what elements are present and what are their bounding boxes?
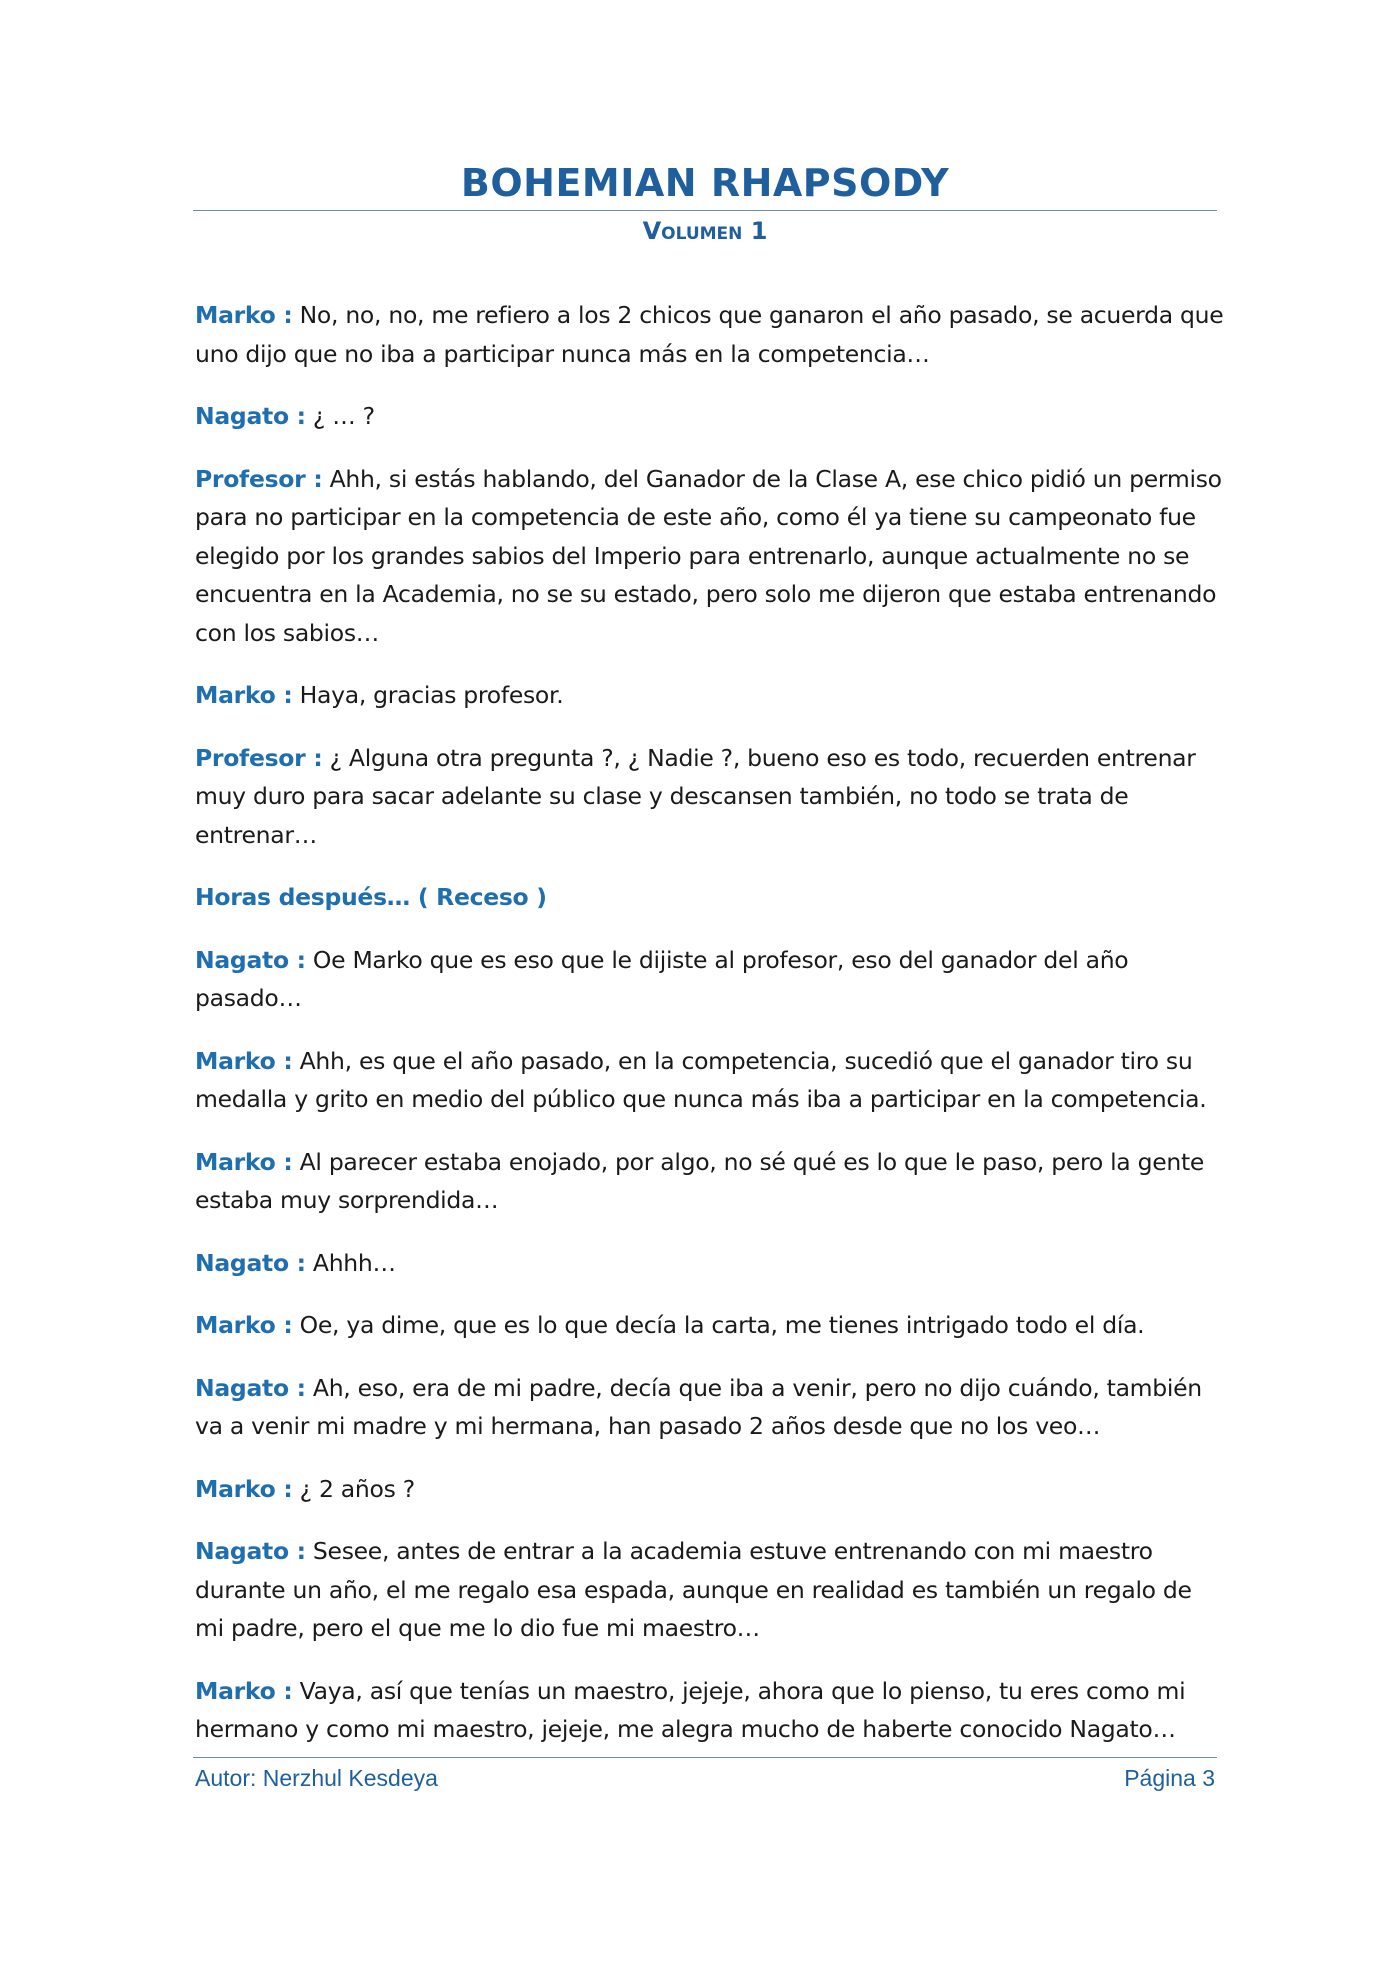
dialogue-line xyxy=(195,397,1225,436)
dialogue-text: Haya, gracias profesor. xyxy=(292,681,564,709)
page-number: Página 3 xyxy=(1124,1765,1215,1791)
speaker-name: Marko : xyxy=(195,681,293,709)
dialogue-line xyxy=(195,941,1225,1018)
dialogue-text: Ahh, es que el año pasado, en la competencia, sucedió que el ganador tiro su medalla y grito en medio del público que nunca más iba a participar en la competencia. xyxy=(195,1046,1207,1113)
header-divider xyxy=(193,210,1217,211)
dialogue-text: ¿ … ? xyxy=(305,402,375,430)
speaker-name: Nagato : xyxy=(195,1248,306,1277)
document-subtitle: Volumen 1 xyxy=(642,217,768,245)
dialogue-line xyxy=(195,1672,1225,1749)
dialogue-text: Oe Marko que es eso que le dijiste al profesor, eso del ganador del año pasado… xyxy=(195,945,1129,1012)
dialogue-line xyxy=(195,1470,1225,1509)
speaker-name: Profesor : xyxy=(195,743,323,772)
dialogue-line xyxy=(195,1306,1225,1345)
page-footer xyxy=(195,1762,1215,1794)
page-header xyxy=(193,160,1217,245)
scene-break xyxy=(195,878,1225,917)
dialogue-text: Vaya, así que tenías un maestro, jejeje, ahora que lo pienso, tu eres como mi hermano y como mi maestro, jejeje, me alegra mucho de haberte conocido Nagato… xyxy=(195,1676,1186,1743)
dialogue-line xyxy=(195,739,1225,855)
dialogue-line xyxy=(195,676,1225,715)
dialogue-line xyxy=(195,1244,1225,1283)
speaker-name: Nagato : xyxy=(195,945,306,974)
dialogue-text: ¿ Alguna otra pregunta ?, ¿ Nadie ?, bueno eso es todo, recuerden entrenar muy duro para sacar adelante su clase y descansen también, no todo se trata de entrenar… xyxy=(195,743,1196,849)
dialogue-line xyxy=(195,1042,1225,1119)
footer-author: Autor: Nerzhul Kesdeya xyxy=(195,1765,438,1791)
speaker-name: Marko : xyxy=(195,1474,293,1503)
speaker-name: Nagato : xyxy=(195,402,306,430)
speaker-name: Marko : xyxy=(195,1046,293,1075)
dialogue-text: Oe, ya dime, que es lo que decía la carta, me tienes intrigado todo el día. xyxy=(292,1311,1145,1339)
dialogue-text: ¿ 2 años ? xyxy=(292,1474,415,1503)
speaker-name: Marko : xyxy=(195,301,293,329)
speaker-name: Profesor : xyxy=(195,464,323,493)
speaker-name: Marko : xyxy=(195,1311,293,1339)
dialogue-text: No, no, no, me refiero a los 2 chicos que ganaron el año pasado, se acuerda que uno dijo que no iba a participar nunca más en la competencia… xyxy=(195,301,1224,368)
dialogue-line xyxy=(195,460,1225,653)
speaker-name: Marko : xyxy=(195,1676,293,1705)
speaker-name: Nagato : xyxy=(195,1373,306,1402)
dialogue-line xyxy=(195,1143,1225,1220)
dialogue-text: Ahhh… xyxy=(305,1248,396,1277)
dialogue-line xyxy=(195,296,1225,373)
speaker-name: Nagato : xyxy=(195,1537,306,1565)
scene-heading: Horas después… ( Receso ) xyxy=(195,883,547,911)
dialogue-body xyxy=(195,296,1225,1773)
dialogue-text: Al parecer estaba enojado, por algo, no sé qué es lo que le paso, pero la gente estaba muy sorprendida… xyxy=(195,1147,1205,1214)
dialogue-line xyxy=(195,1532,1225,1648)
dialogue-text: Ahh, si estás hablando, del Ganador de la Clase A, ese chico pidió un permiso para no participar en la competencia de este año, como él ya tiene su campeonato fue elegido por los grandes sabios del Imperio para entrenarlo, aunque actualmente no se encuentra en la Academia, no se su estado, pero solo me dijeron que estaba entrenando con los sabios… xyxy=(195,464,1222,647)
dialogue-line xyxy=(195,1369,1225,1446)
footer-divider xyxy=(193,1757,1217,1758)
dialogue-text: Ah, eso, era de mi padre, decía que iba a venir, pero no dijo cuándo, también va a venir mi madre y mi hermana, han pasado 2 años desde que no los veo… xyxy=(195,1373,1202,1440)
dialogue-text: Sesee, antes de entrar a la academia estuve entrenando con mi maestro durante un año, el me regalo esa espada, aunque en realidad es también un regalo de mi padre, pero el que me lo dio fue mi maestro… xyxy=(195,1537,1192,1642)
document-title: BOHEMIAN RHAPSODY xyxy=(460,161,950,205)
speaker-name: Marko : xyxy=(195,1147,293,1176)
